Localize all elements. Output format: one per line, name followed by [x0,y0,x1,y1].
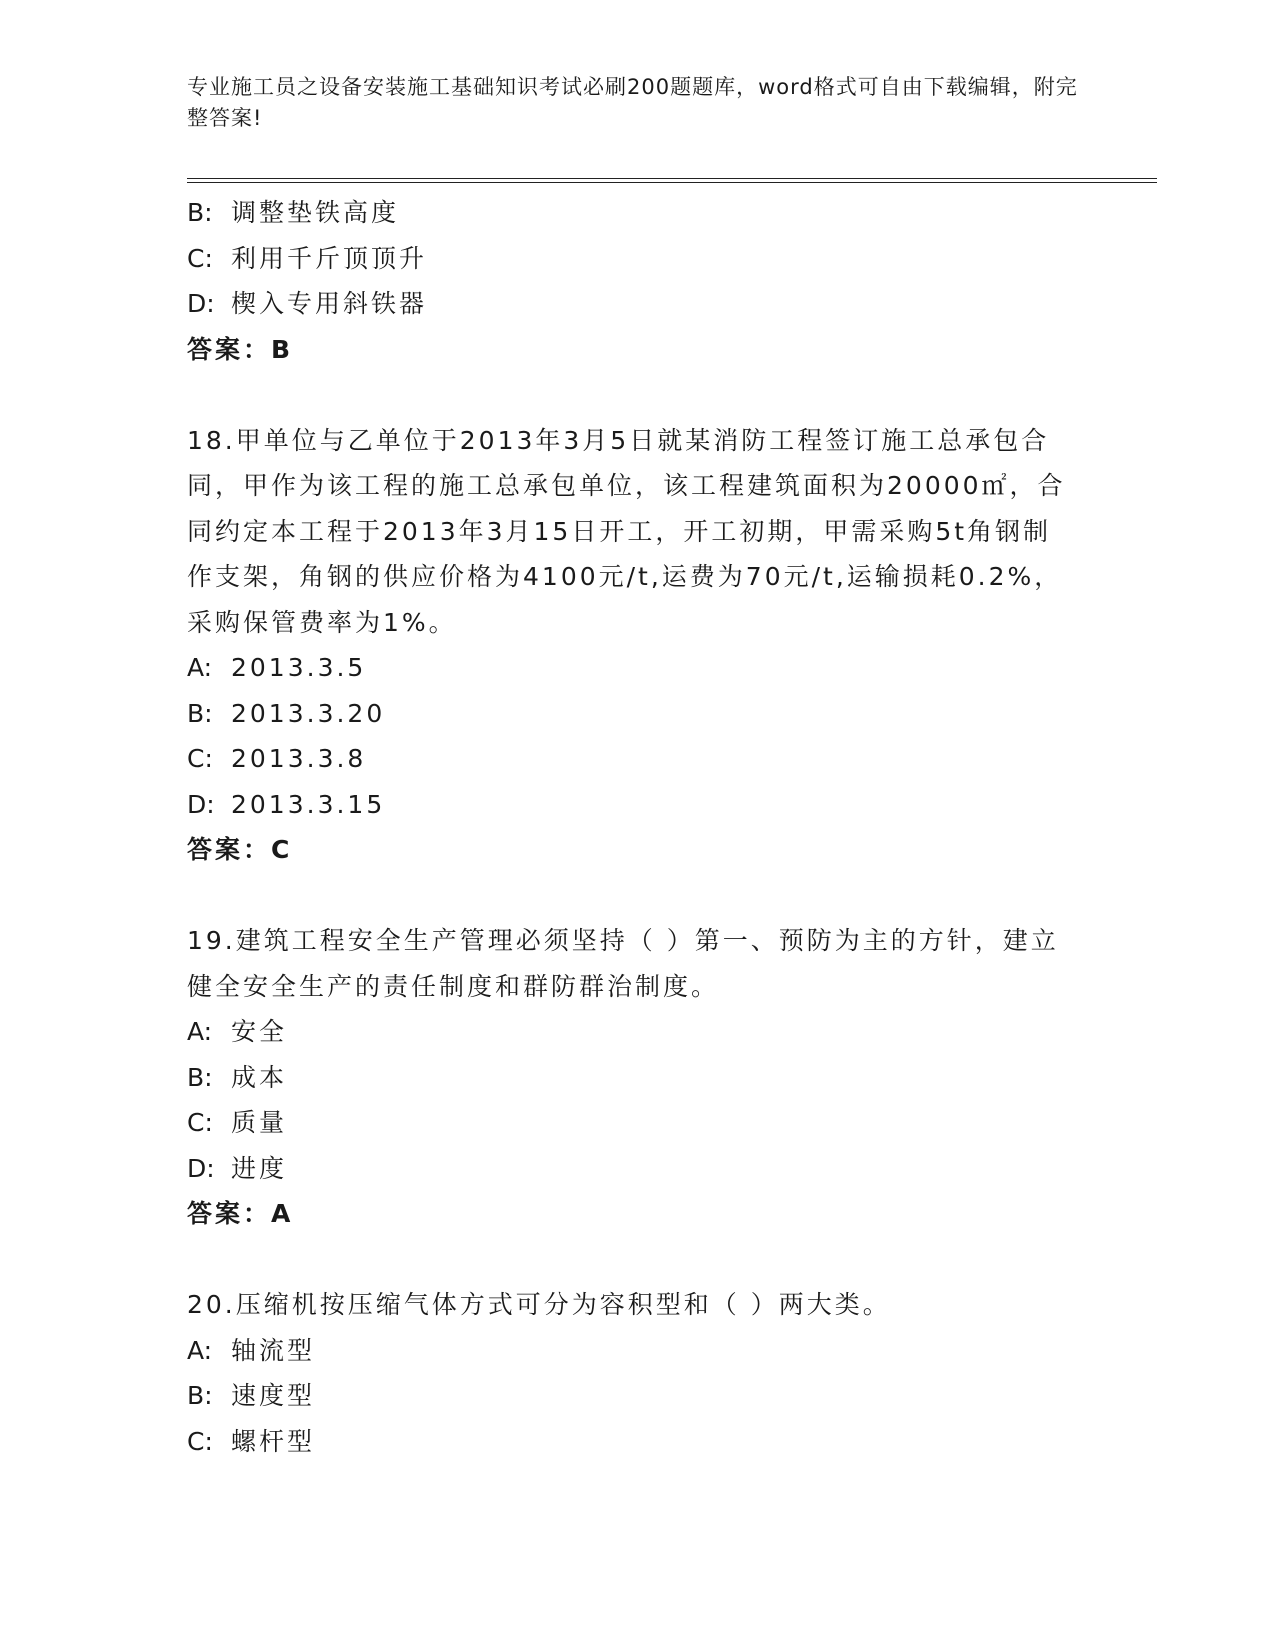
answer: 答案：C [187,835,293,864]
option-key: B: [187,698,213,728]
option-d [187,1146,1077,1192]
option-key: A: [187,1017,213,1046]
option-c [187,736,1077,782]
option-key: C: [187,1108,213,1137]
spacer [187,1237,1077,1283]
option-d [187,281,1077,327]
question-stem: 19.建筑工程安全生产管理必须坚持（ ）第一、预防为主的方针，建立健全安全生产的责任制度和群防群治制度。 [187,926,1059,1001]
option-text: 利用千斤顶顶升 [231,243,428,273]
spacer [187,873,1077,919]
option-d [187,782,1077,828]
option-key: D: [187,789,215,819]
option-b [187,691,1077,737]
document-body [187,190,1077,1464]
option-key: B: [187,198,213,227]
option-key: A: [187,1335,213,1365]
spacer [187,372,1077,418]
option-text: 楔入专用斜铁器 [231,289,428,318]
option-key: D: [187,289,215,318]
question-stem: 18.甲单位与乙单位于2013年3月5日就某消防工程签订施工总承包合同，甲作为该工程的施工总承包单位，该工程建筑面积为20000㎡，合同约定本工程于2013年3月15日开工，开工初期，甲需采购5t角钢制作支架，角钢的供应价格为4100元/t,运费为70元/t,运输损耗0.2%，采购保管费率为1%。 [187,425,1066,637]
option-text: 螺杆型 [231,1426,316,1456]
option-b [187,1373,1077,1419]
option-text: 速度型 [231,1381,316,1410]
answer: 答案：A [187,1199,294,1228]
option-c [187,236,1077,282]
option-key: A: [187,653,213,682]
option-c [187,1419,1077,1465]
option-text: 成本 [231,1062,288,1092]
option-a [187,1328,1077,1374]
header-title: 专业施工员之设备安装施工基础知识考试必刷200题题库，word格式可自由下载编辑，附完整答案! [187,75,1078,130]
option-text: 进度 [231,1153,288,1183]
option-text: 安全 [231,1017,288,1046]
document-header [187,72,1087,134]
question-20 [187,1282,1077,1464]
option-key: C: [187,243,213,273]
option-b [187,1055,1077,1101]
option-c [187,1100,1077,1146]
question-18 [187,418,1077,873]
option-key: D: [187,1153,215,1183]
header-rule-bottom [187,182,1157,183]
question-stem: 20.压缩机按压缩气体方式可分为容积型和（ ）两大类。 [187,1290,891,1319]
header-rule-top [187,178,1157,179]
question-17-continued [187,190,1077,372]
option-key: C: [187,1426,213,1456]
option-text: 2013.3.5 [231,653,367,682]
question-19 [187,918,1077,1237]
option-a [187,645,1077,691]
option-b [187,190,1077,236]
option-text: 质量 [231,1108,288,1137]
option-text: 2013.3.15 [231,789,386,819]
option-text: 调整垫铁高度 [231,198,400,227]
option-a [187,1009,1077,1055]
option-key: B: [187,1381,213,1410]
option-key: C: [187,744,213,773]
option-text: 2013.3.20 [231,698,386,728]
option-key: B: [187,1062,213,1092]
option-text: 2013.3.8 [231,744,367,773]
option-text: 轴流型 [231,1335,316,1365]
answer: 答案：B [187,334,294,364]
